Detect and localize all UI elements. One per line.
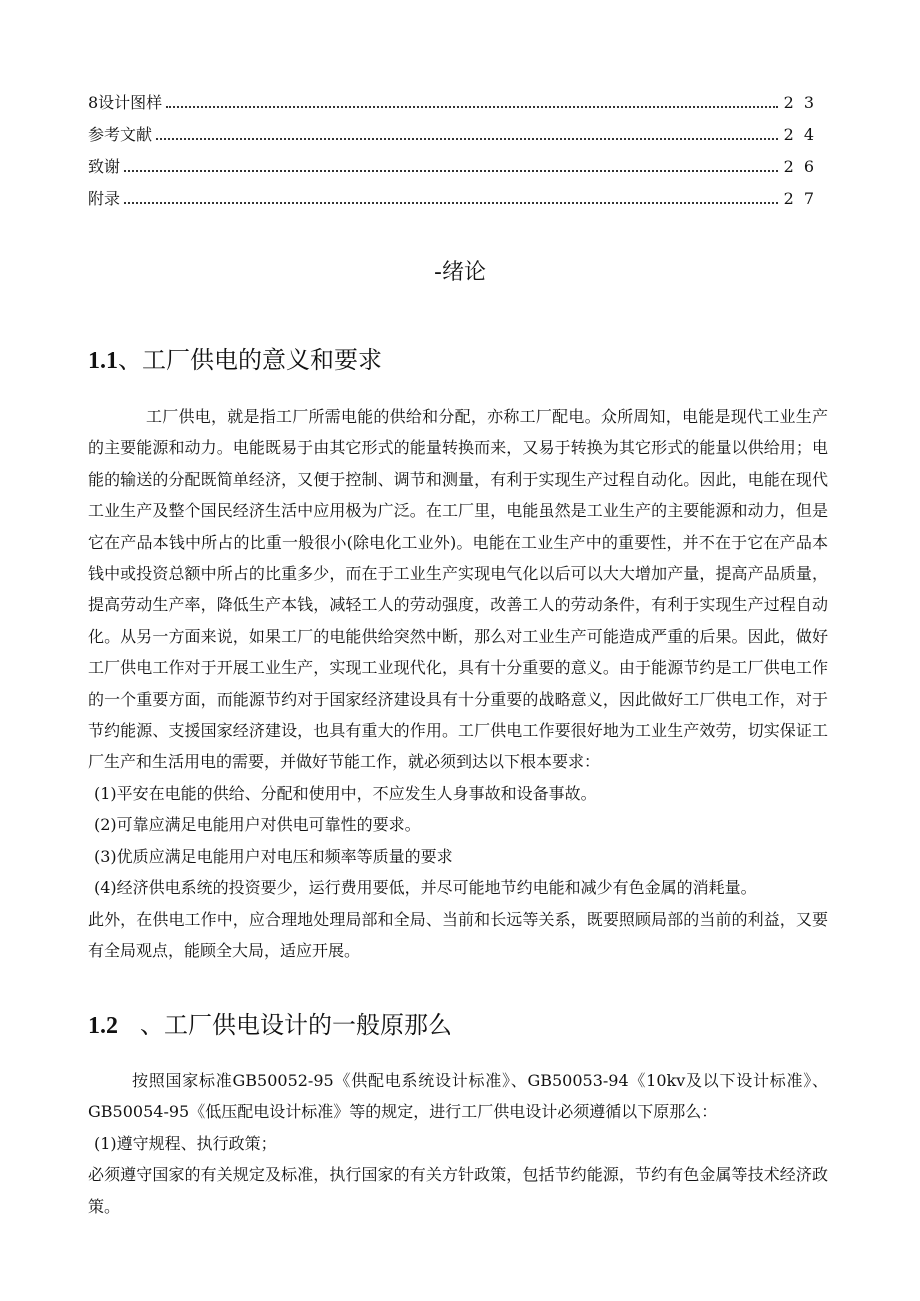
toc-entry-page: 27 <box>783 189 824 208</box>
list-item: (1)遵守规程、执行政策； <box>94 1133 277 1153</box>
toc-entry-page: 26 <box>783 157 824 176</box>
section-number: 1.1 <box>88 348 118 374</box>
toc-leader-dots <box>124 170 778 172</box>
toc-entry[interactable] <box>88 154 824 186</box>
section-title: 、工厂供电的意义和要求 <box>118 346 382 374</box>
body-paragraph: 此外，在供电工作中，应合理地处理局部和全局、当前和长远等关系，既要照顾局部的当前的利益，又要有全局观点，能顾全大局，适应开展。 <box>88 909 828 960</box>
list-item: (1)平安在电能的供给、分配和使用中，不应发生人身事故和设备事故。 <box>94 783 597 803</box>
section-1-2-body <box>88 1065 828 1222</box>
toc-entry-title: 致谢 <box>88 157 121 176</box>
toc-leader-dots <box>124 202 778 204</box>
chapter-title: -绪论 <box>434 260 486 285</box>
list-item: (4)经济供电系统的投资要少，运行费用要低，并尽可能地节约电能和减少有色金属的消耗量。 <box>94 878 757 898</box>
section-title: 、工厂供电设计的一般原那么 <box>140 1011 452 1039</box>
toc-entry-page: 24 <box>783 125 824 144</box>
body-paragraph: 工厂供电，就是指工厂所需电能的供给和分配，亦称工厂配电。众所周知，电能是现代工业生产的主要能源和动力。电能既易于由其它形式的能量转换而来，又易于转换为其它形式的能量以供给用；电能的输送的分配既简单经济，又便于控制、调节和测量，有利于实现生产过程自动化。因此，电能在现代工业生产及整个国民经济生活中应用极为广泛。在工厂里，电能虽然是工业生产的主要能源和动力，但是它在产品本钱中所占的比重一般很小(除电化工业外)。电能在工业生产中的重要性，并不在于它在产品本钱中或投资总额中所占的比重多少，而在于工业生产实现电气化以后可以大大增加产量，提高产品质量，提高劳动生产率，降低生产本钱，减轻工人的劳动强度，改善工人的劳动条件，有利于实现生产过程自动化。从另一方面来说，如果工厂的电能供给突然中断，那么对工业生产可能造成严重的后果。因此，做好工厂供电工作对于开展工业生产，实现工业现代化，具有十分重要的意义。由于能源节约是工厂供电工作的一个重要方面，而能源节约对于国家经济建设具有十分重要的战略意义，因此做好工厂供电工作，对于节约能源、支援国家经济建设，也具有重大的作用。工厂供电工作要很好地为工业生产效劳，切实保证工厂生产和生活用电的需要，并做好节能工作，就必须到达以下根本要求： <box>88 407 828 772</box>
section-heading-1-2 <box>88 1005 452 1040</box>
table-of-contents <box>88 90 824 218</box>
toc-entry-title: 8设计图样 <box>88 93 163 112</box>
section-heading-1-1 <box>88 340 382 375</box>
toc-entry[interactable] <box>88 90 824 122</box>
toc-entry[interactable] <box>88 122 824 154</box>
list-item: (3)优质应满足电能用户对电压和频率等质量的要求 <box>94 846 453 866</box>
toc-entry-page: 23 <box>783 93 824 112</box>
toc-leader-dots <box>156 138 778 140</box>
body-paragraph: 必须遵守国家的有关规定及标准，执行国家的有关方针政策，包括节约能源，节约有色金属等技术经济政策。 <box>88 1165 828 1216</box>
toc-entry-title: 参考文献 <box>88 125 153 144</box>
body-paragraph: 按照国家标准GB50052-95《供配电系统设计标准》、GB50053-94《10kv及以下设计标准》、GB50054-95《低压配电设计标准》等的规定，进行工厂供电设计必须遵循以下原那么： <box>88 1071 828 1122</box>
toc-leader-dots <box>166 106 777 108</box>
section-1-1-body <box>88 401 828 966</box>
toc-entry-title: 附录 <box>88 189 121 208</box>
toc-entry[interactable] <box>88 186 824 218</box>
section-number: 1.2 <box>88 1013 118 1039</box>
list-item: (2)可靠应满足电能用户对供电可靠性的要求。 <box>94 815 421 835</box>
